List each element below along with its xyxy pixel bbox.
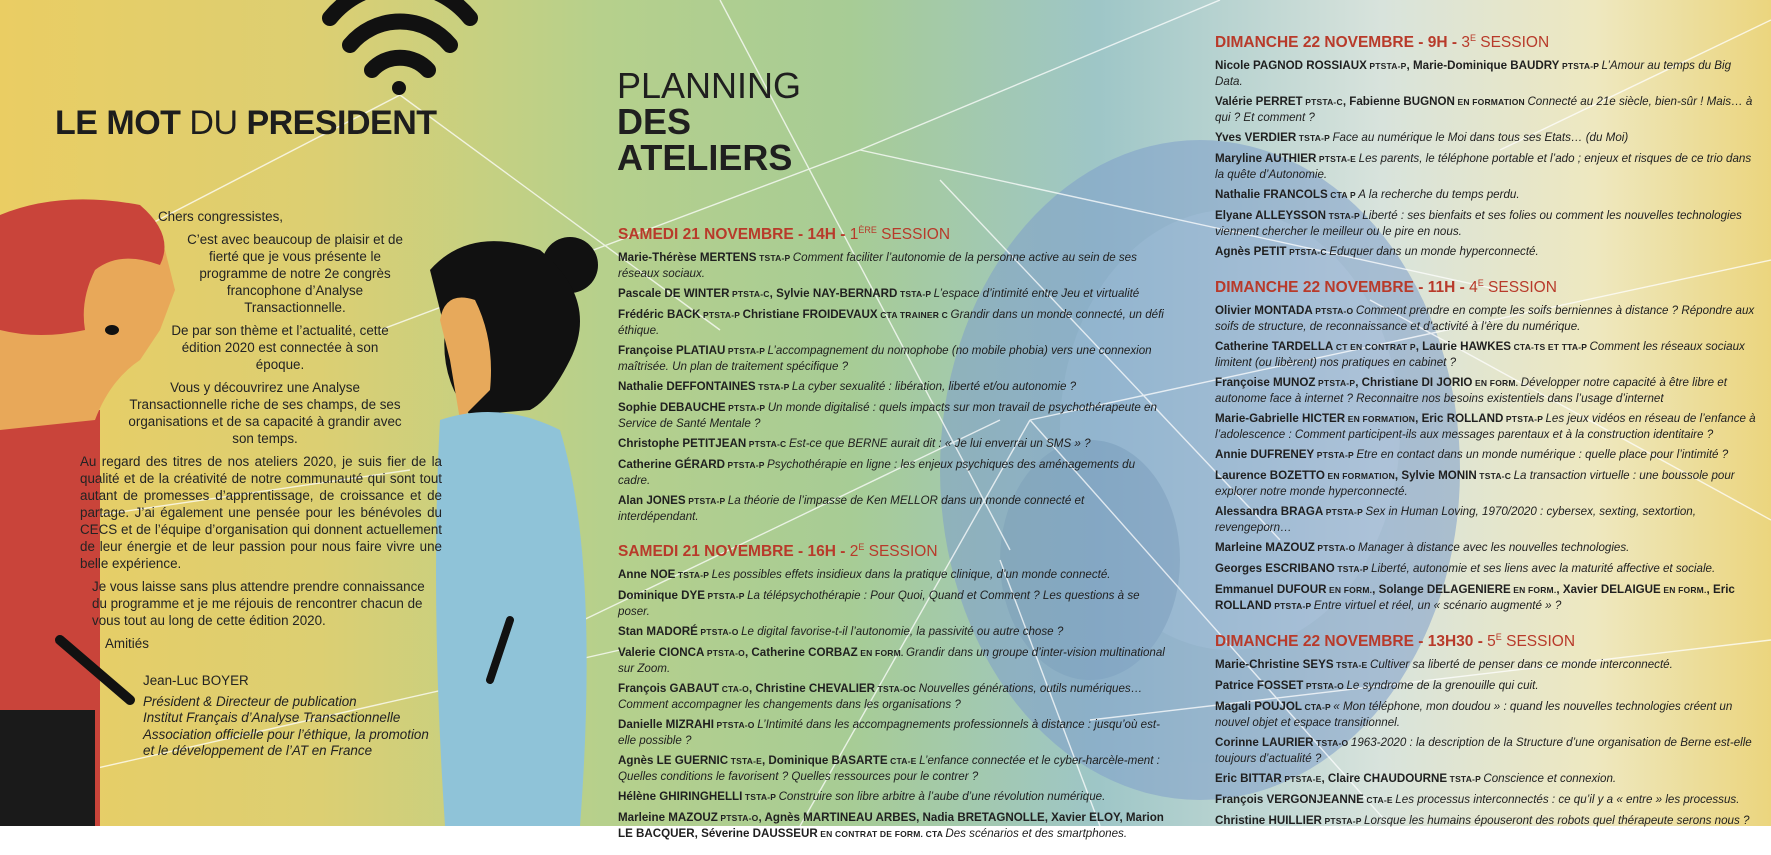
workshop-title: Conscience et connexion. [1483, 772, 1617, 786]
workshop-title: Développer notre capacité à être libre et autonome face à internet ? Reconnaitre nos besoins existentiels dans l’usage d’internet [1215, 376, 1727, 406]
speaker-name: Olivier MONTADA [1215, 304, 1313, 318]
title-line: DES [617, 101, 692, 142]
speaker-name: Annie DUFRENEY [1215, 448, 1315, 462]
session-word: SESSION [876, 226, 951, 244]
speaker-credential: EN FORMATION [1345, 414, 1416, 425]
speaker-credential: EN CONTRAT DE FORM. CTA [817, 829, 946, 840]
workshop-title: Comment faciliter l’autonomie de la personne active au sein de ses réseaux sociaux. [618, 251, 1137, 281]
speaker-name: Maryline AUTHIER [1215, 152, 1317, 166]
title-part: LE MOT [55, 104, 181, 142]
workshop-title: Psychothérapie en ligne : les enjeux psychiques des aménagements du cadre. [618, 458, 1136, 488]
speaker-credential: CT EN CONTRAT P [1333, 342, 1416, 353]
session-ordinal: E [1469, 33, 1476, 43]
speaker-name: , Solange DELAGENIERE [1372, 583, 1511, 597]
workshop-title: L’Amour au temps du Big Data. [1215, 59, 1732, 89]
speaker-credential: TSTA-P [1447, 774, 1484, 785]
workshop-item [618, 645, 1166, 676]
workshop-item [618, 681, 1166, 712]
workshop-item [618, 753, 1166, 784]
workshop-item [618, 588, 1166, 619]
speaker-name: Frédéric BACK [618, 308, 701, 322]
workshop-title: « Mon téléphone, mon doudou » : quand les nouvelles technologies créent un nouvel objet et espace transitionnel. [1215, 700, 1733, 730]
signature-role: Président & Directeur de publication [143, 693, 357, 709]
speaker-credential: TSTA-P [1326, 211, 1363, 222]
speaker-credential: PTSTA-P [685, 496, 728, 507]
workshop-title: L’enfance connectée et le cyber-harcèle-ment : Quelles conditions le favorisent ? Quelles ressources pour le contrer ? [618, 754, 1160, 784]
workshop-item [618, 436, 1166, 452]
speaker-credential: TSTA-C [1476, 471, 1514, 482]
speaker-credential: PTSTA-P [725, 403, 768, 414]
session-heading-date: DIMANCHE 22 NOVEMBRE - 9H - [1215, 34, 1462, 52]
speaker-credential: EN FORM. [1472, 378, 1521, 389]
speaker-credential: EN FORMATION [1324, 471, 1395, 482]
letter-paragraph: Chers congressistes, [158, 209, 284, 224]
speaker-credential: PTSTA-P [1314, 450, 1357, 461]
session-word: SESSION [1483, 279, 1557, 297]
workshop-title: Un monde digitalisé : quels impacts sur mon travail de psychothérapeute en Service de Santé Mentale ? [618, 401, 1157, 431]
letter-paragraph: De par son thème et l’actualité, cette édition 2020 est connectée à son époque. [171, 323, 389, 372]
speaker-name: , Agnès MARTINEAU ARBES, Nadia BRETAGNOLLE, Xavier ELOY, Marion LE BACQUER, Séverine DAUSSEUR [618, 811, 1164, 841]
workshop-item [1215, 411, 1759, 442]
workshop-title: Liberté, autonomie et ses liens avec la maturité affective et sociale. [1371, 562, 1716, 576]
workshop-item [1215, 540, 1759, 556]
speaker-name: François VERGONJEANNE [1215, 793, 1364, 807]
session-number: 1 [849, 226, 859, 244]
session-ordinal: ÈRE [858, 225, 877, 235]
session-spacer [1215, 834, 1759, 842]
session-spacer [618, 847, 1166, 855]
letter-paragraph: C’est avec beaucoup de plaisir et de fierté que je vous présente le programme de notre 2e congrès francophone d’Analyse Transactionnelle. [187, 232, 403, 315]
speaker-name: Alessandra BRAGA [1215, 505, 1324, 519]
workshop-item [1215, 813, 1759, 829]
workshop-title: Comment prendre en compte les soifs berniennes à distance ? Répondre aux soifs de structure, de reconnaissance et d’activité à l’ère du numérique. [1215, 304, 1755, 334]
speaker-credential: PTSTA-O [704, 648, 745, 659]
session-heading-date: SAMEDI 21 NOVEMBRE - 16H - [618, 543, 850, 561]
session-heading [618, 220, 1166, 245]
letter-paragraph: Je vous laisse sans plus attendre prendre connaissance du programme et je me réjouis de rencontrer chacun de vous tout au long de cette édition 2020. [92, 579, 425, 628]
workshop-title: Cultiver sa liberté de penser dans ce monde interconnecté. [1369, 658, 1673, 672]
workshop-title: Les jeux vidéos en réseau de l’enfance à l’adolescence : Comment participent-ils aux messages parentaux et à la construction identitaire ? [1215, 412, 1756, 442]
speaker-credential: TSTA-P [897, 289, 934, 300]
speaker-credential: PTSTA-O [717, 813, 759, 824]
workshop-title: La télépsychothérapie : Pour Quoi, Quand et Comment ? Les questions à se poser. [618, 589, 1140, 619]
workshop-item [618, 624, 1166, 640]
workshop-item [1215, 792, 1759, 808]
speaker-credential: CTA-E [1363, 795, 1396, 806]
speaker-name: Marleine MAZOUZ [1215, 541, 1315, 555]
speaker-name: Marie-Christine SEYS [1215, 658, 1334, 672]
speaker-credential: PTSTA-P [1366, 61, 1407, 72]
session-number: 3 [1461, 34, 1470, 52]
speaker-name: , Eric ROLLAND [1215, 583, 1735, 613]
signature-role: et le développement de l’AT en France [143, 743, 373, 758]
workshop-item [1215, 504, 1759, 535]
workshop-item [618, 379, 1166, 395]
workshop-title: Les processus interconnectés : ce qu’il y a « entre » les processus. [1395, 793, 1740, 807]
speaker-credential: EN FORM. [1326, 585, 1373, 596]
speaker-credential: EN FORM. [1510, 585, 1557, 596]
session-word: SESSION [1475, 34, 1550, 52]
workshop-title: Est-ce que BERNE aurait dit : « Je lui enverrai un SMS » ? [788, 437, 1091, 451]
speaker-name: Elyane ALLEYSSON [1215, 209, 1327, 223]
speaker-credential: PTSTA-C [1286, 247, 1330, 258]
speaker-credential: PTSTA-P [1559, 61, 1602, 72]
speaker-name: Christine HUILLIER [1215, 814, 1322, 828]
workshop-item [1215, 208, 1759, 239]
speaker-credential: PTSTA-O [1314, 543, 1359, 554]
workshop-item [1215, 187, 1759, 203]
workshop-title: Liberté : ses bienfaits et ses folies ou comment les nouvelles technologies viennent chercher le meilleur ou le pire en nous. [1215, 209, 1742, 239]
workshop-item [618, 493, 1166, 524]
session-number: 2 [849, 543, 859, 561]
speaker-name: François GABAUT [618, 682, 720, 696]
speaker-name: Emmanuel DUFOUR [1215, 583, 1327, 597]
workshop-item [618, 789, 1166, 805]
session-word: SESSION [1501, 633, 1576, 651]
session-spacer [618, 529, 1166, 537]
speaker-credential: PTSTA-E [1316, 154, 1359, 165]
workshop-title: Sex in Human Loving, 1970/2020 : cybersex, sexting, sextortion, revengeporn… [1215, 505, 1696, 535]
speaker-name: Dominique DYE [618, 589, 705, 603]
speaker-name: Magali POUJOL [1215, 700, 1302, 714]
speaker-name: Pascale DE WINTER [618, 287, 730, 301]
workshop-item [1215, 699, 1759, 730]
workshop-title: Les parents, le téléphone portable et l’ado ; enjeux et risques de ce trio dans la quête d’Autonomie. [1215, 152, 1752, 182]
speaker-credential: EN FORM. [1660, 585, 1707, 596]
speaker-name: Catherine GÉRARD [618, 458, 725, 472]
speaker-credential: TSTA-E [1333, 660, 1370, 671]
speaker-credential: PTSTA-P [725, 346, 768, 357]
workshop-item [1215, 582, 1759, 614]
speaker-name: Françoise PLATIAU [618, 344, 726, 358]
speaker-credential: PTSTA-P [1503, 414, 1546, 425]
session-spacer [1215, 619, 1759, 627]
speaker-name: Corinne LAURIER [1215, 736, 1314, 750]
speaker-name: Hélène GHIRINGHELLI [618, 790, 743, 804]
speaker-name: Marie-Gabrielle HICTER [1215, 412, 1346, 426]
workshop-item [1215, 678, 1759, 694]
speaker-name: Patrice FOSSET [1215, 679, 1304, 693]
session-heading [1215, 273, 1759, 298]
speaker-name: , Marie-Dominique BAUDRY [1406, 59, 1560, 73]
signature-block [143, 673, 463, 760]
workshop-item [1215, 468, 1759, 499]
workshop-item [618, 400, 1166, 431]
session-number: 5 [1487, 633, 1496, 651]
president-letter [80, 208, 442, 658]
speaker-name: , Dominique BASARTE [761, 754, 888, 768]
signature-role: Association officielle pour l’éthique, la promotion [143, 726, 429, 742]
session-word: SESSION [864, 543, 938, 561]
session-heading-date: DIMANCHE 22 NOVEMBRE - 13H30 - [1215, 633, 1488, 651]
speaker-name: , Laurie HAWKES [1415, 340, 1512, 354]
workshop-title: Comment les réseaux sociaux limitent (ou libèrent) nos pratiques en cabinet ? [1215, 340, 1745, 370]
workshop-title: Les possibles effets insidieux dans la pratique clinique, d’un monde connecté. [711, 568, 1111, 582]
speaker-credential: CTA P [1327, 190, 1359, 201]
speaker-name: , Claire CHAUDOURNE [1321, 772, 1448, 786]
title-line: ATELIERS [617, 137, 793, 178]
workshop-item [1215, 303, 1759, 334]
workshop-item [1215, 94, 1759, 125]
speaker-credential: PTSTA-P [1321, 816, 1365, 827]
workshop-title: La théorie de l’impasse de Ken MELLOR dans un monde connecté et interdépendant. [618, 494, 1085, 524]
sessions-column-left [618, 220, 1166, 855]
speaker-name: , Fabienne BUGNON [1342, 95, 1455, 109]
session-spacer [1215, 265, 1759, 273]
signature-role: Institut Français d’Analyse Transactionnelle [143, 710, 401, 725]
workshop-title: Etre en contact dans un monde numérique : quelle place pour l’intimité ? [1356, 448, 1729, 462]
workshop-item [1215, 58, 1759, 89]
speaker-name: Nathalie DEFFONTAINES [618, 380, 756, 394]
speaker-credential: PTSTA-P [704, 591, 748, 602]
speaker-name: , Xavier DELAIGUE [1556, 583, 1661, 597]
workshop-title: A la recherche du temps perdu. [1358, 188, 1520, 202]
speaker-credential: PTSTA-E [1281, 774, 1322, 785]
speaker-name: Christiane FROIDEVAUX [742, 308, 878, 322]
speaker-name: , Eric ROLLAND [1415, 412, 1504, 426]
session-ordinal: E [858, 542, 865, 553]
workshop-title: Eduquer dans un monde hyperconnecté. [1329, 245, 1539, 259]
speaker-name: Marleine MAZOUZ [618, 811, 718, 825]
workshop-title: Grandir dans un monde connecté, un défi éthique. [618, 308, 1164, 338]
workshop-title: L’accompagnement du nomophobe (no mobile phobia) vers une connexion maîtrisée. Un plan de traitement spécifique ? [618, 344, 1152, 374]
workshop-item [618, 810, 1166, 842]
speaker-credential: PTSTA-P [1271, 601, 1314, 612]
speaker-credential: TSTA-P [755, 382, 792, 393]
speaker-name: Anne NOE [618, 568, 676, 582]
workshop-item [618, 286, 1166, 302]
session-heading-date: SAMEDI 21 NOVEMBRE - 14H - [618, 226, 850, 244]
speaker-name: Alan JONES [618, 494, 686, 508]
speaker-name: Nathalie FRANCOLS [1215, 188, 1328, 202]
workshop-item [1215, 447, 1759, 463]
speaker-name: , Christine CHEVALIER [748, 682, 876, 696]
speaker-name: Agnès PETIT [1215, 245, 1287, 259]
speaker-credential: CTA TRAINER C [877, 310, 951, 321]
workshop-title: Face au numérique le Moi dans tous ses Etats… (du Moi) [1332, 131, 1629, 145]
workshop-title: Le syndrome de la grenouille qui cuit. [1346, 679, 1539, 693]
speaker-credential: PTSTA-O [1312, 306, 1356, 317]
speaker-credential: PTSTA-C [746, 439, 789, 450]
workshop-item [1215, 151, 1759, 182]
workshop-item [618, 307, 1166, 338]
workshop-item [1215, 561, 1759, 577]
speaker-name: , Christiane DI JORIO [1355, 376, 1473, 390]
speaker-name: Catherine TARDELLA [1215, 340, 1334, 354]
workshop-item [1215, 771, 1759, 787]
speaker-credential: TSTA-P [1296, 133, 1333, 144]
speaker-name: Sophie DEBAUCHE [618, 401, 726, 415]
speaker-credential: CTA-E [887, 756, 920, 767]
workshop-title: Des scénarios et des smartphones. [945, 827, 1128, 841]
speaker-credential: TSTA-P [1334, 564, 1372, 575]
speaker-name: Valerie CIONCA [618, 646, 705, 660]
speaker-name: , Sylvie NAY-BERNARD [769, 287, 898, 301]
workshop-item [1215, 657, 1759, 673]
president-title [55, 104, 437, 143]
speaker-name: Georges ESCRIBANO [1215, 562, 1335, 576]
workshop-title: L’Intimité dans les accompagnements professionnels à distance : jusqu’où est-elle possible ? [618, 718, 1160, 748]
speaker-credential: CTA-P [1301, 702, 1334, 713]
speaker-credential: TSTA-E [728, 756, 762, 767]
planning-title [617, 65, 802, 178]
workshop-item [618, 567, 1166, 583]
speaker-name: , Catherine CORBAZ [744, 646, 858, 660]
speaker-credential: PTSTA-P [1315, 378, 1356, 389]
workshop-title: La cyber sexualité : libération, liberté et/ou autonomie ? [791, 380, 1077, 394]
speaker-credential: PTSTA-C [729, 289, 770, 300]
speaker-name: Stan MADORÉ [618, 625, 698, 639]
speaker-name: Nicole PAGNOD ROSSIAUX [1215, 59, 1367, 73]
speaker-credential: TSTA-O [1313, 738, 1351, 749]
workshop-item [1215, 130, 1759, 146]
workshop-item [1215, 375, 1759, 406]
workshop-item [1215, 735, 1759, 766]
letter-paragraph: Vous y découvrirez une Analyse Transactionnelle riche de ses champs, de ses organisations et de sa capacité à grandir avec son temps. [128, 380, 402, 446]
workshop-title: 1963-2020 : la description de la Structure d’une organisation de Berne est-elle toujours d’actualité ? [1215, 736, 1752, 766]
speaker-credential: PTSTA-P [700, 310, 743, 321]
speaker-credential: CTA-O [719, 684, 749, 695]
title-line: PLANNING [617, 65, 802, 106]
title-part: PRESIDENT [246, 104, 437, 142]
workshop-title: Manager à distance avec les nouvelles technologies. [1358, 541, 1630, 555]
workshop-item [618, 717, 1166, 748]
workshop-item [1215, 339, 1759, 370]
workshop-title: Construire son libre arbitre à l’aube d’une révolution numérique. [778, 790, 1106, 804]
speaker-credential: PTSTA-O [713, 720, 758, 731]
session-heading-date: DIMANCHE 22 NOVEMBRE - 11H - [1215, 279, 1470, 297]
speaker-name: Agnès LE GUERNIC [618, 754, 729, 768]
speaker-credential: PTSTA-C [1302, 97, 1343, 108]
workshop-item [618, 343, 1166, 374]
speaker-name: Valérie PERRET [1215, 95, 1303, 109]
letter-paragraph: Au regard des titres de nos ateliers 2020, je suis fier de la qualité et de la créativité de notre communauté qui sont tout autant de promesses d’apprentissage, de croissance et de partage. J’ai également une pensée pour les bénévoles du CECS et de l’équipe d’organisation qui donnent actuellement de leur énergie et de leur passion pour nous faire vivre une belle expérience. [80, 454, 442, 571]
workshop-title: La transaction virtuelle : une boussole pour explorer notre monde hyperconnecté. [1215, 469, 1735, 499]
speaker-credential: TSTA-P [756, 253, 793, 264]
workshop-title: Nouvelles générations, outils numériques… Comment accompagner les changements dans les organisations ? [618, 682, 1143, 712]
session-heading [1215, 627, 1759, 652]
session-ordinal: E [1495, 632, 1502, 643]
letter-paragraph: Amitiés [105, 636, 149, 651]
speaker-name: Eric BITTAR [1215, 772, 1282, 786]
speaker-credential: EN FORM. [857, 648, 906, 659]
sessions-column-right [1215, 28, 1759, 842]
workshop-title: Grandir dans un groupe d’inter-vision multinational sur Zoom. [618, 646, 1165, 676]
speaker-credential: PTSTA-P [1323, 507, 1366, 518]
speaker-credential: TSTA-OC [875, 684, 919, 695]
workshop-title: Lorsque les humains épouseront des robots quel thérapeute serons nous ? [1364, 814, 1750, 828]
speaker-name: Françoise MUNOZ [1215, 376, 1316, 390]
workshop-item [618, 457, 1166, 488]
title-part: DU [180, 104, 247, 142]
session-heading [618, 537, 1166, 562]
workshop-title: L’espace d’intimité entre Jeu et virtualité [933, 287, 1140, 301]
workshop-title: Connecté au 21e siècle, bien-sûr ! Mais… à qui ? Et comment ? [1215, 95, 1753, 125]
speaker-name: , Sylvie MONIN [1394, 469, 1477, 483]
workshop-title: Entre virtuel et réel, un « scénario augmenté » ? [1313, 599, 1562, 613]
speaker-credential: EN FORMATION [1454, 97, 1528, 108]
workshop-title: Le digital favorise-t-il l’autonomie, la passivité ou autre chose ? [741, 625, 1064, 639]
speaker-credential: TSTA-P [742, 792, 779, 803]
session-number: 4 [1469, 279, 1478, 297]
workshop-item [618, 250, 1166, 281]
workshop-item [1215, 244, 1759, 260]
session-heading [1215, 28, 1759, 53]
speaker-credential: PTSTA-O [697, 627, 742, 638]
session-ordinal: E [1477, 278, 1484, 289]
speaker-name: Marie-Thérèse MERTENS [618, 251, 757, 265]
speaker-credential: PTSTA-P [724, 460, 768, 471]
speaker-credential: CTA-TS ET TTA-P [1511, 342, 1590, 353]
speaker-credential: PTSTA-O [1303, 681, 1347, 692]
speaker-name: Yves VERDIER [1215, 131, 1297, 145]
speaker-name: Danielle MIZRAHI [618, 718, 714, 732]
speaker-credential: TSTA-P [675, 570, 712, 581]
speaker-name: Laurence BOZETTO [1215, 469, 1325, 483]
signature-name: Jean-Luc BOYER [143, 673, 249, 688]
speaker-name: Christophe PETITJEAN [618, 437, 747, 451]
